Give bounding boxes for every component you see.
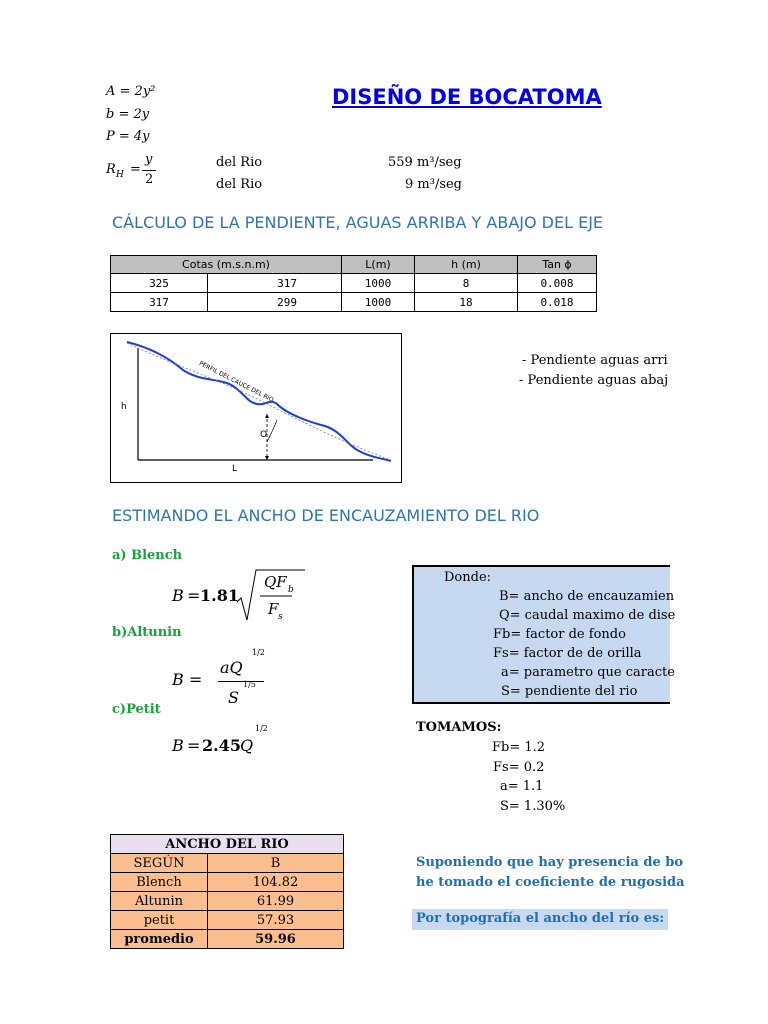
donde-item: Q= caudal maximo de dise [499,608,676,623]
river-profile-svg [111,334,401,482]
table-header-row [111,256,597,274]
table-cell: 59.96 [208,930,344,949]
donde-item: Fb= factor de fondo [493,627,626,642]
donde-box [412,565,676,704]
h-label: h [121,402,127,412]
table-header: Cotas (m.s.n.m) [111,256,342,274]
method-altunin-label: b)Altunin [112,625,182,640]
table-cell: 1000 [342,293,415,312]
caudal-label-2: del Rio [216,177,263,192]
ancho-table [110,834,344,949]
section-heading-pendiente: CÁLCULO DE LA PENDIENTE, AGUAS ARRIBA Y ABAJO DEL EJE [112,213,604,232]
donde-item: S= pendiente del rio [501,684,638,699]
table-cell: 57.93 [208,911,344,930]
table-row [111,293,597,312]
donde-item: B= ancho de encauzamien [499,589,675,604]
l-label: L [232,464,238,474]
formula-hydraulic-radius: R H = y 2 [106,152,166,188]
angle-label: O [260,430,268,440]
method-blench-label: a) Blench [112,548,183,563]
table-cell: 317 [208,274,342,293]
table-cell: 104.82 [208,873,344,892]
table-header: L(m) [342,256,415,274]
cotas-table [110,255,597,312]
formula-base: b = 2y [106,107,150,122]
table-row [111,892,344,911]
topografia-bar [412,909,668,930]
table-cell: 18 [415,293,518,312]
tomamos-title: TOMAMOS: [416,720,502,735]
caudal-value-2: 9 m³/seg [405,177,463,192]
table-cell: 1000 [342,274,415,293]
table-row [111,274,597,293]
table-row [111,930,344,949]
formula-perimeter: P = 4y [106,129,150,144]
tomamos-item: a= 1.1 [500,779,544,794]
section-heading-ancho: ESTIMANDO EL ANCHO DE ENCAUZAMIENTO DEL RIO [112,506,540,525]
note-line-2: he tomado el coeficiente de rugosida [416,875,685,890]
table-cell: 299 [208,293,342,312]
table-cell: 0.008 [518,274,597,293]
donde-item: Fs= factor de de orilla [493,646,642,661]
formula-petit: B = 2.45 Q 1/2 [172,724,268,755]
table-header: Tan ϕ [518,256,597,274]
table-row [111,873,344,892]
caudal-value-1: 559 m³/seg [388,155,462,170]
table-cell: promedio [111,930,208,949]
donde-title: Donde: [444,570,492,585]
tomamos-item: Fs= 0.2 [493,760,545,775]
table-cell: petit [111,911,208,930]
formula-area: A = 2y² [106,84,156,99]
pendiente-abajo: - Pendiente aguas abaj [519,373,669,388]
table-row [111,911,344,930]
table-cell: 8 [415,274,518,293]
donde-item: a= parametro que caracte [501,665,675,680]
tomamos-item: Fb= 1.2 [492,740,546,755]
table-header: SEGÚN [111,854,208,873]
table-cell: 0.018 [518,293,597,312]
page-title: DISEÑO DE BOCATOMA [332,85,602,109]
method-petit-label: c)Petit [112,702,161,717]
table-header-row [111,854,344,873]
table-cell: 317 [111,293,208,312]
profile-label: PERFIL DEL CAUCE DEL RIO [197,360,275,404]
table-title-row [111,835,344,854]
formula-blench: B = 1.81 QF b F s [172,568,302,624]
river-profile-diagram [110,333,402,483]
table-cell: Blench [111,873,208,892]
table-cell: Altunin [111,892,208,911]
topografia-text: Por topografía el ancho del río es: [416,911,665,926]
note-line-1: Suponiendo que hay presencia de bo [416,855,683,870]
table-title: ANCHO DEL RIO [111,835,344,854]
formula-altunin: B = aQ 1/2 S 1/5 [172,648,265,707]
table-cell: 325 [111,274,208,293]
caudal-label-1: del Rio [216,155,263,170]
table-header: B [208,854,344,873]
table-cell: 61.99 [208,892,344,911]
table-header: h (m) [415,256,518,274]
tomamos-item: S= 1.30% [500,799,566,814]
pendiente-arriba: - Pendiente aguas arri [522,353,668,368]
